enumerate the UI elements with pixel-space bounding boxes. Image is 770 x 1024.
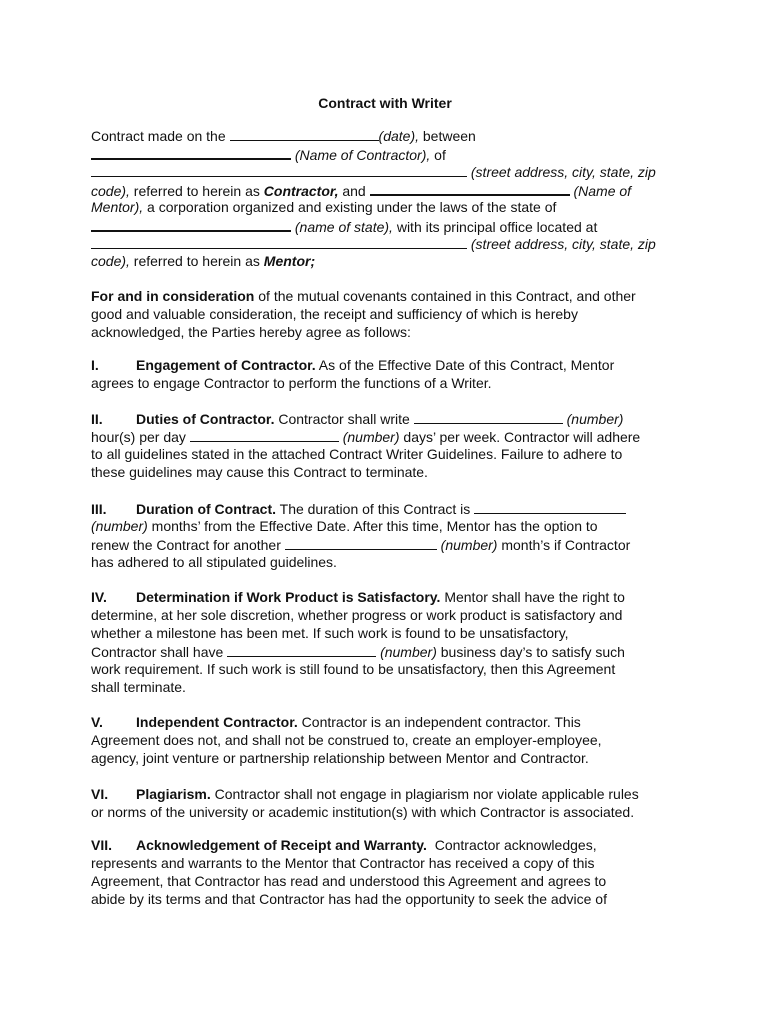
section-text: work requirement. If such work is still found to be unsatisfactory, then this Agreement [91,661,616,677]
section-text: or norms of the university or academic institution(s) with which Contractor is associated. [91,804,635,820]
section-number: V. [91,714,103,730]
intro-text: a corporation organized and existing under the laws of the state of [143,199,557,215]
section-text: these guidelines may cause this Contract to terminate. [91,464,428,480]
section-text: abide by its terms and that Contractor has had the opportunity to seek the advice of [91,891,607,907]
intro-text: between [419,128,476,144]
intro-text: (date), [378,128,419,144]
section-determination [91,588,691,696]
section-number: II. [91,411,103,427]
intro-text: referred to herein as [129,253,264,269]
section-text: determine, at her sole discretion, whether progress or work product is satisfactory and [91,607,623,623]
intro-text: Mentor), [91,199,144,215]
section-duties [91,409,691,481]
document-title: Contract with Writer [318,95,452,111]
contractor-name-blank[interactable] [91,144,291,160]
intro-text: Contract made on the [91,128,230,144]
section-independent [91,713,691,767]
section-text: (number) [562,411,624,427]
section-text: hour(s) per day [91,429,190,445]
section-text: (number) [91,518,148,534]
section-text: has adhered to all stipulated guidelines. [91,554,337,570]
section-text: (number) [376,644,437,660]
section-heading: Engagement of Contractor. [136,357,316,373]
intro-text: (name of state), [291,219,393,235]
section-acknowledgement [91,836,691,908]
days-blank[interactable] [190,427,339,442]
contractor-address-blank[interactable] [91,162,467,177]
section-heading: Duration of Contract. [136,501,276,517]
section-text: Contractor shall not engage in plagiarism nor violate applicable rules [210,786,639,802]
section-text: As of the Effective Date of this Contract, Mentor [315,357,615,373]
mentor-address-blank[interactable] [91,234,467,249]
section-text: whether a milestone has been met. If such work is found to be unsatisfactory, [91,625,569,641]
section-text: shall terminate. [91,679,186,695]
section-heading: Acknowledgement of Receipt and Warranty. [136,837,427,853]
section-text: (number) [338,429,400,445]
section-heading: Duties of Contractor. [136,411,275,427]
business-days-blank[interactable] [227,642,376,657]
intro-text: and [338,183,370,199]
section-number: IV. [91,589,107,605]
consideration-paragraph [91,287,691,341]
section-engagement [91,356,691,392]
section-text: Mentor shall have the right to [440,589,625,605]
section-text: Agreement does not, and shall not be construed to, create an employer-employee, [91,732,602,748]
section-text: (number) [436,537,498,553]
contractor-term: Contractor, [263,183,339,199]
paragraph-text: acknowledged, the Parties hereby agree as follows: [91,324,411,340]
section-duration [91,499,691,571]
section-text: The duration of this Contract is [276,501,475,517]
section-number: VII. [91,837,113,853]
section-text: agrees to engage Contractor to perform the functions of a Writer. [91,375,492,391]
section-text: Contractor shall write [274,411,414,427]
section-heading: Plagiarism. [136,786,211,802]
section-number: VI. [91,786,109,802]
intro-text: referred to herein as [129,183,264,199]
section-text: Contractor acknowledges, [426,837,597,853]
section-number: I. [91,357,99,373]
section-text: month’s if Contractor [497,537,631,553]
intro-text: (Name of Contractor), [291,147,431,163]
section-text: agency, joint venture or partnership relationship between Mentor and Contractor. [91,750,589,766]
renewal-months-blank[interactable] [285,535,437,550]
intro-text: with its principal office located at [392,219,598,235]
section-number: III. [91,501,107,517]
section-text: Agreement, that Contractor has read and understood this Agreement and agrees to [91,873,607,889]
intro-text: code), [91,253,130,269]
section-text: to all guidelines stated in the attached Contract Writer Guidelines. Failure to adhere to [91,446,623,462]
paragraph-text: good and valuable consideration, the receipt and sufficiency of which is hereby [91,306,578,322]
section-plagiarism [91,785,691,821]
intro-text: (Name of [569,183,632,199]
date-blank[interactable] [230,126,379,141]
intro-paragraph [91,126,691,270]
section-text: renew the Contract for another [91,537,285,553]
section-text: months’ from the Effective Date. After this time, Mentor has the option to [147,518,598,534]
section-text: Contractor shall have [91,644,228,660]
section-heading: Independent Contractor. [136,714,298,730]
intro-text: (street address, city, state, zip [467,236,656,252]
months-blank[interactable] [474,499,626,514]
section-text: days’ per week. Contractor will adhere [399,429,641,445]
section-heading: Determination if Work Product is Satisfactory. [136,589,441,605]
intro-text: (street address, city, state, zip [467,164,656,180]
mentor-name-blank[interactable] [370,180,570,196]
mentor-term: Mentor; [263,253,316,269]
section-text: Contractor is an independent contractor. This [297,714,581,730]
paragraph-text: of the mutual covenants contained in this Contract, and other [254,288,636,304]
section-text: business day’s to satisfy such [436,644,625,660]
consideration-heading: For and in consideration [91,288,255,304]
intro-text: code), [91,183,130,199]
intro-text: of [430,147,446,163]
section-text: represents and warrants to the Mentor that Contractor has received a copy of this [91,855,595,871]
state-blank[interactable] [91,216,291,232]
hours-blank[interactable] [414,409,563,424]
